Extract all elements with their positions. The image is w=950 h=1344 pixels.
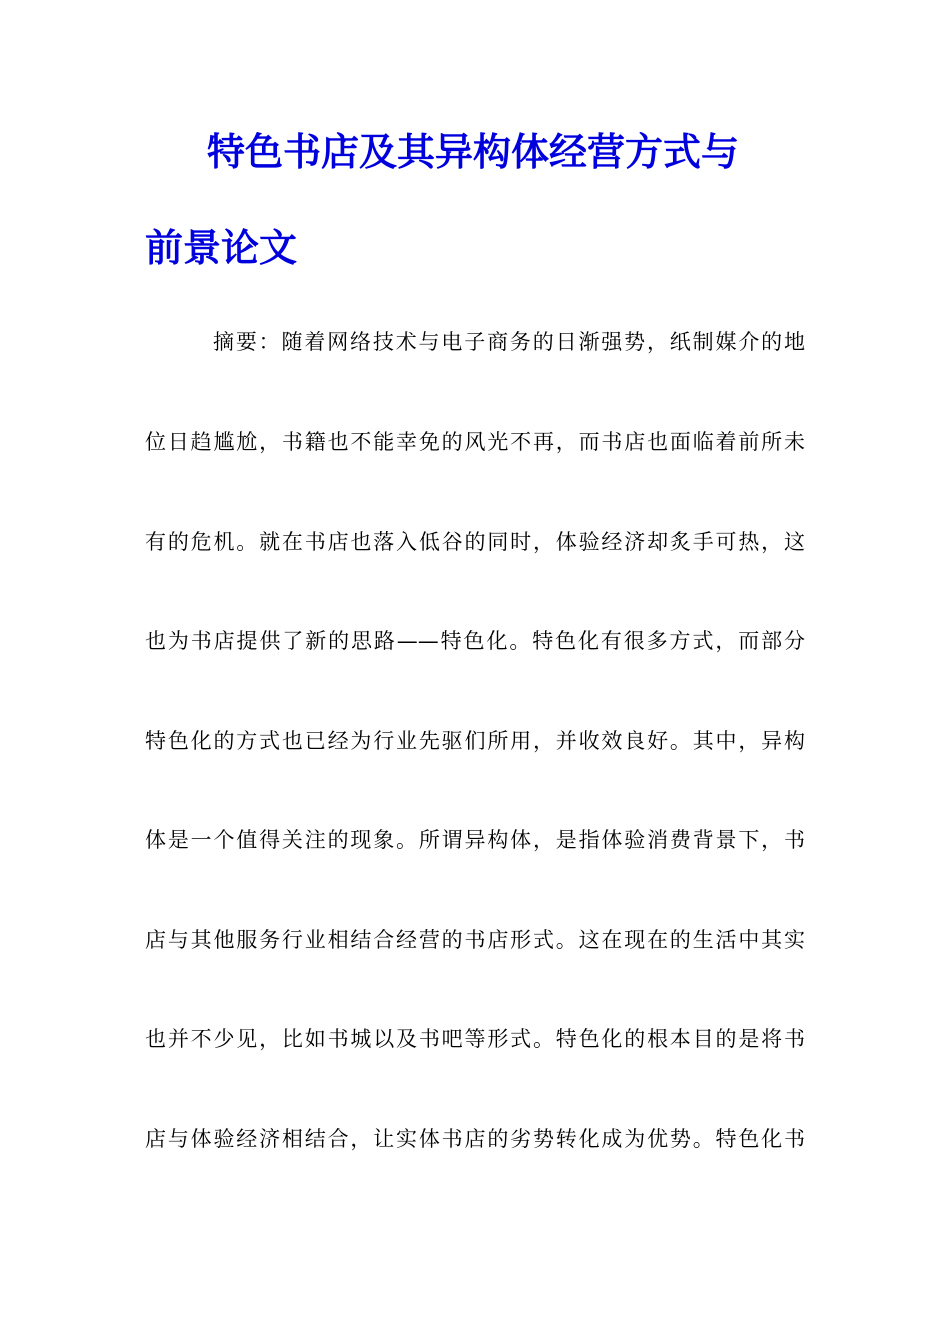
- abstract-line: 摘要：随着网络技术与电子商务的日渐强势，纸制媒介的地: [213, 330, 805, 354]
- document-title-line-1: 特色书店及其异构体经营方式与: [207, 129, 740, 174]
- abstract-line: 有的危机。就在书店也落入低谷的同时，体验经济却炙手可热，这: [145, 530, 805, 554]
- abstract-line: 体是一个值得关注的现象。所谓异构体，是指体验消费背景下，书: [145, 828, 805, 852]
- document-title-line-2: 前景论文: [145, 225, 298, 270]
- abstract-line: 特色化的方式也已经为行业先驱们所用，并收效良好。其中，异构: [145, 729, 805, 753]
- abstract-line: 位日趋尴尬，书籍也不能幸免的风光不再，而书店也面临着前所未: [145, 430, 805, 454]
- abstract-line: 店与体验经济相结合，让实体书店的劣势转化成为优势。特色化书: [145, 1127, 805, 1151]
- abstract-line: 店与其他服务行业相结合经营的书店形式。这在现在的生活中其实: [145, 928, 805, 952]
- abstract-line: 也为书店提供了新的思路——特色化。特色化有很多方式，而部分: [145, 629, 805, 653]
- abstract-line: 也并不少见，比如书城以及书吧等形式。特色化的根本目的是将书: [145, 1027, 805, 1051]
